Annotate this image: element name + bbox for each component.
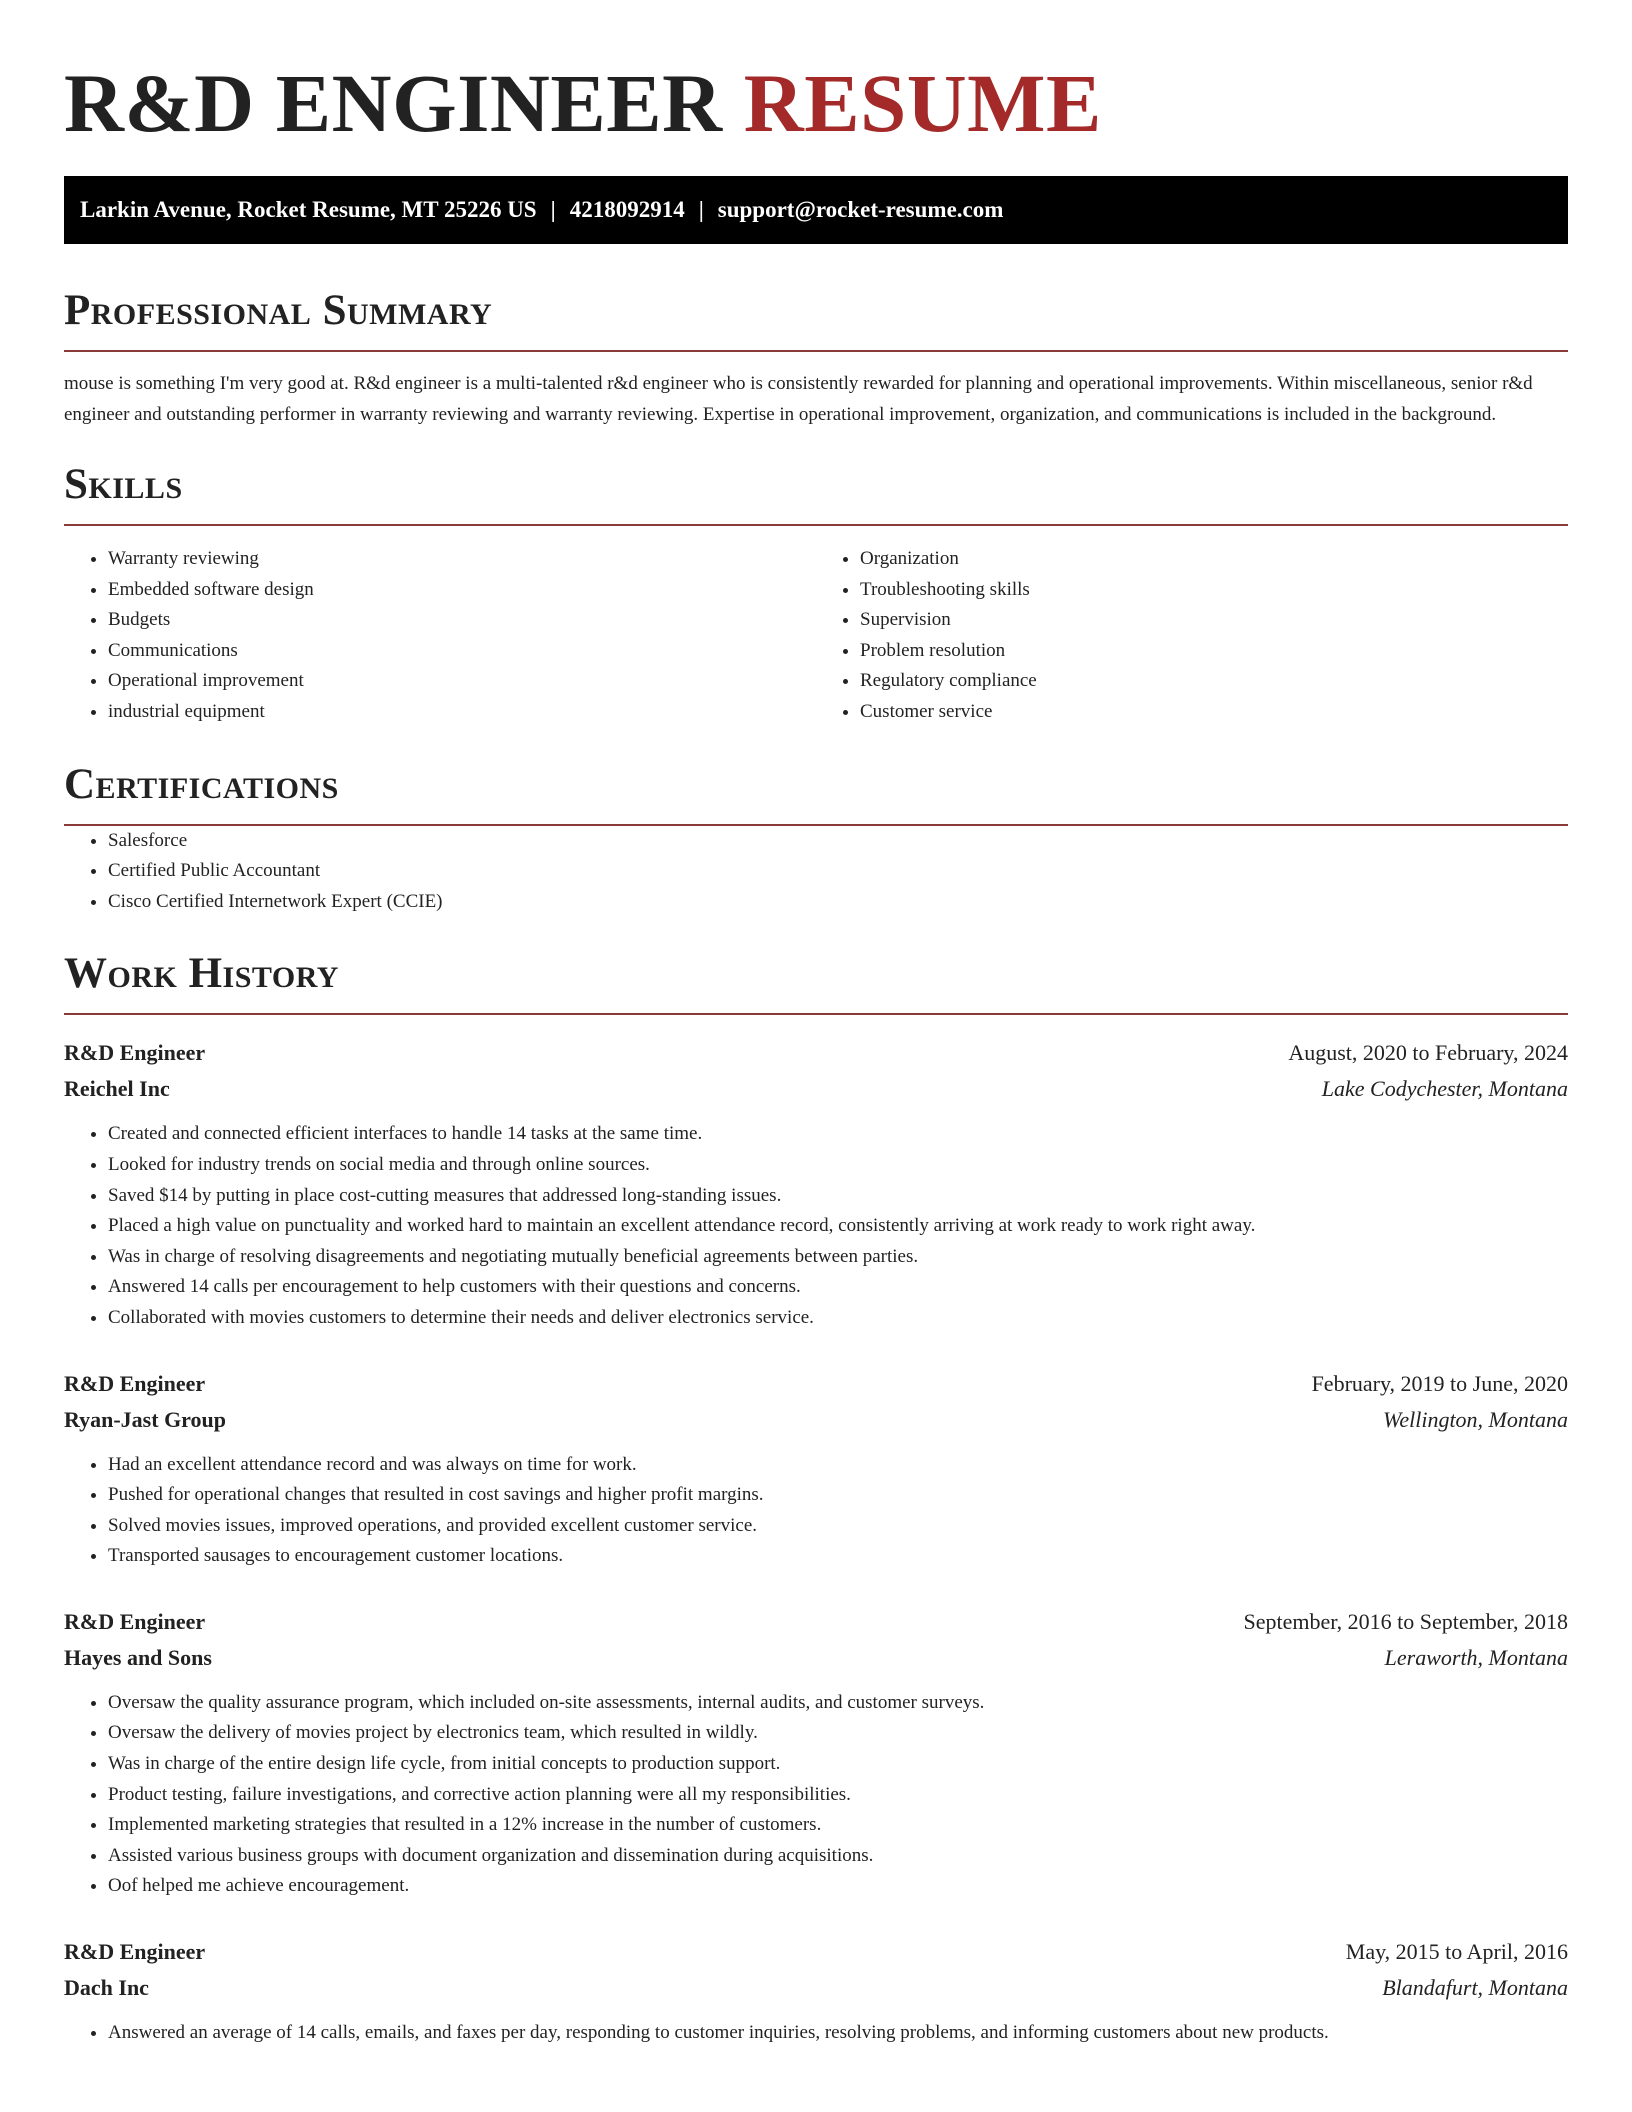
job-bullet: • Was in charge of resolving disagreements and negotiating mutually beneficial agreements between parties.	[108, 1242, 1568, 1273]
skill-item: • Operational improvement	[108, 666, 816, 697]
resume-title	[64, 0, 1568, 148]
job-bullet: • Had an excellent attendance record and was always on time for work.	[108, 1450, 1568, 1481]
contact-phone: 4218092914	[569, 197, 685, 222]
job-company-row	[64, 1970, 1568, 2006]
section-divider	[64, 1013, 1568, 1015]
job-header-row	[64, 1604, 1568, 1640]
job-bullet: • Oversaw the quality assurance program, which included on-site assessments, internal audits, and customer surveys.	[108, 1688, 1568, 1719]
job-bullets	[64, 1688, 1568, 1902]
job-header-row	[64, 1934, 1568, 1970]
job-bullet: • Pushed for operational changes that resulted in cost savings and higher profit margins.	[108, 1480, 1568, 1511]
certification-item: • Certified Public Accountant	[108, 856, 1568, 887]
job-title: R&D Engineer	[64, 1608, 206, 1634]
section-divider	[64, 524, 1568, 526]
job-entry	[64, 1604, 1568, 1902]
summary-text: mouse is something I'm very good at. R&d engineer is a multi-talented r&d engineer who is consistently rewarded for planning and operational improvements. Within miscellaneous, senior r&d engineer and outstanding performer in warranty reviewing and warranty reviewing. Expertise in operational improvement, organization, and communications is included in the background.	[64, 373, 1533, 425]
job-dates: August, 2020 to February, 2024	[1288, 1040, 1568, 1066]
contact-separator: |	[698, 197, 704, 222]
skill-item: • Supervision	[860, 605, 1568, 636]
job-dates: May, 2015 to April, 2016	[1345, 1939, 1568, 1965]
skill-item: • Organization	[860, 544, 1568, 575]
certification-item: • Cisco Certified Internetwork Expert (CCIE)	[108, 887, 1568, 918]
job-entry	[64, 1035, 1568, 1333]
job-bullet: • Product testing, failure investigations, and corrective action planning were all my responsibilities.	[108, 1780, 1568, 1811]
skill-item: • Embedded software design	[108, 575, 816, 606]
job-company: Reichel Inc	[64, 1076, 170, 1102]
skill-item: • industrial equipment	[108, 697, 816, 728]
certifications-list	[64, 826, 1568, 918]
job-company-row	[64, 1071, 1568, 1107]
section-heading-work-history: Work History	[64, 950, 339, 998]
section-heading-certifications: Certifications	[64, 760, 339, 808]
skill-item: • Customer service	[860, 697, 1568, 728]
job-bullet: • Looked for industry trends on social media and through online sources.	[108, 1150, 1568, 1181]
skills-grid	[64, 544, 1568, 728]
skill-item: • Warranty reviewing	[108, 544, 816, 575]
work-history-section	[64, 949, 1568, 2048]
job-location: Leraworth, Montana	[1384, 1644, 1568, 1670]
job-title: R&D Engineer	[64, 1370, 206, 1396]
job-location: Wellington, Montana	[1383, 1406, 1568, 1432]
job-bullet: • Answered an average of 14 calls, emails, and faxes per day, responding to customer inquiries, resolving problems, and informing customers about new products.	[108, 2018, 1568, 2049]
job-bullet: • Oof helped me achieve encouragement.	[108, 1871, 1568, 1902]
job-company: Hayes and Sons	[64, 1644, 212, 1670]
job-bullets	[64, 2018, 1568, 2049]
skill-item: • Budgets	[108, 605, 816, 636]
job-dates: September, 2016 to September, 2018	[1243, 1608, 1568, 1634]
section-heading-summary: Professional Summary	[64, 287, 493, 334]
job-company: Ryan-Jast Group	[64, 1406, 227, 1432]
section-heading-skills: Skills	[64, 461, 183, 508]
professional-summary-section	[64, 286, 1568, 430]
job-bullet: • Answered 14 calls per encouragement to help customers with their questions and concerns.	[108, 1272, 1568, 1303]
certification-item: • Salesforce	[108, 826, 1568, 857]
job-bullet: • Saved $14 by putting in place cost-cutting measures that addressed long-standing issues.	[108, 1181, 1568, 1212]
job-title: R&D Engineer	[64, 1040, 206, 1066]
job-bullets	[64, 1450, 1568, 1572]
title-main: R&D ENGINEER	[64, 57, 723, 149]
skills-column-left	[64, 544, 816, 728]
skill-item: • Communications	[108, 636, 816, 667]
title-accent: RESUME	[743, 57, 1102, 149]
skill-item: • Regulatory compliance	[860, 666, 1568, 697]
job-bullet: • Implemented marketing strategies that resulted in a 12% increase in the number of customers.	[108, 1810, 1568, 1841]
job-bullets	[64, 1119, 1568, 1333]
section-divider	[64, 350, 1568, 352]
job-header-row	[64, 1366, 1568, 1402]
job-location: Lake Codychester, Montana	[1321, 1076, 1568, 1102]
job-bullet: • Oversaw the delivery of movies project by electronics team, which resulted in wildly.	[108, 1718, 1568, 1749]
skill-item: • Troubleshooting skills	[860, 575, 1568, 606]
contact-address: Larkin Avenue, Rocket Resume, MT 25226 US	[80, 197, 537, 222]
job-bullet: • Solved movies issues, improved operations, and provided excellent customer service.	[108, 1511, 1568, 1542]
job-entry	[64, 1934, 1568, 2049]
job-company: Dach Inc	[64, 1975, 149, 2001]
job-bullet: • Was in charge of the entire design life cycle, from initial concepts to production support.	[108, 1749, 1568, 1780]
job-company-row	[64, 1640, 1568, 1676]
job-bullet: • Created and connected efficient interfaces to handle 14 tasks at the same time.	[108, 1119, 1568, 1150]
skills-column-right	[816, 544, 1568, 728]
job-bullet: • Assisted various business groups with document organization and dissemination during acquisitions.	[108, 1841, 1568, 1872]
job-dates: February, 2019 to June, 2020	[1311, 1370, 1568, 1396]
contact-separator: |	[550, 197, 556, 222]
job-location: Blandafurt, Montana	[1382, 1975, 1568, 2001]
job-bullet: • Collaborated with movies customers to determine their needs and deliver electronics service.	[108, 1303, 1568, 1334]
job-bullet: • Placed a high value on punctuality and worked hard to maintain an excellent attendance record, consistently arriving at work ready to work right away.	[108, 1211, 1568, 1242]
certifications-section	[64, 760, 1568, 918]
job-company-row	[64, 1402, 1568, 1438]
job-entry	[64, 1366, 1568, 1572]
skill-item: • Problem resolution	[860, 636, 1568, 667]
job-title: R&D Engineer	[64, 1939, 206, 1965]
contact-email: support@rocket-resume.com	[717, 197, 1004, 222]
job-bullet: • Transported sausages to encouragement customer locations.	[108, 1541, 1568, 1572]
contact-bar	[64, 176, 1568, 244]
job-header-row	[64, 1035, 1568, 1071]
skills-section	[64, 460, 1568, 728]
